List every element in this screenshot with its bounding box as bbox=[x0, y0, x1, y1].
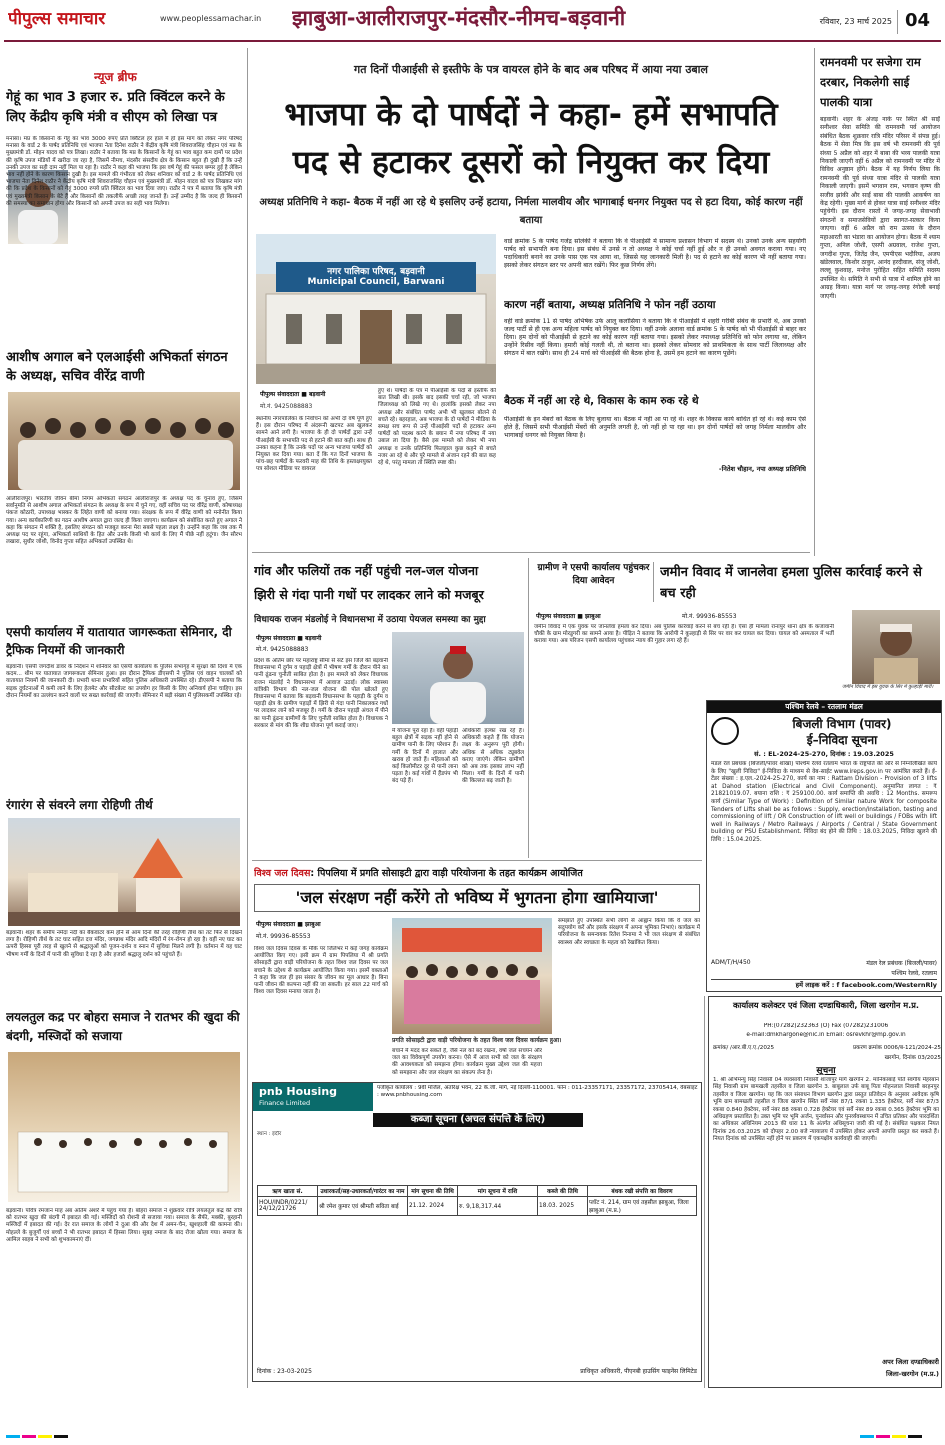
masthead-date: रविवार, 23 मार्च 2025 bbox=[819, 17, 892, 26]
water-mla-photo bbox=[392, 632, 524, 724]
jal-col-1: विश्व जल दिवस दिवस के मौके पर जिलेभर में कई जगह कार्यक्रम आयोजित किए गए। इसी क्रम में ग्राम पिपलिया में श्री प्रगति सोसाइटी द्वारा वाड़ी परियोजना के तहत विश्व जल दिवस पर जल बचाने के उद्देश्य से कार्यक्रम आयोजित किया गया। इसमें वक्ताओं ने कहा कि जल ही इस संसार के जीवन का मूल आधार है। बिना पानी जीवन की कल्पना नहीं की जा सकती। हर साल 22 मार्च को विश्व जल दिवस मनाया जाता है। bbox=[254, 946, 388, 996]
story-rohini-headline: रंगारंग से संवरने लगा रोहिणी तीर्थ bbox=[6, 798, 153, 812]
masthead-region: झाबुआ-आलीराजपुर-मंदसौर-नीमच-बड़वानी bbox=[292, 6, 626, 30]
jal-mobile: मो.नं. 99936-85553 bbox=[256, 933, 311, 940]
pnb-brand: pnb Housing bbox=[259, 1085, 338, 1098]
lead-kicker: गत दिनों पीआईसी से इस्तीफे के पत्र वायरल होने के बाद अब परिषद में आया नया उबाल bbox=[354, 63, 708, 76]
logo-text: पीपुल्स समाचार bbox=[8, 9, 106, 29]
collector-date: खरगोन, दिनांक 03/2025 bbox=[884, 1055, 941, 1061]
lead-sub2-head: कारण नहीं बताया, अध्यक्ष प्रतिनिधि ने फोन नहीं उठाया bbox=[504, 299, 716, 311]
jal-col-2: बचाने में मदद कर सकते हैं, जैसे नल को बंद रखना, वर्षा जल संचयन और जल का विवेकपूर्ण उपयोग करना। ऐसे में आज सभी को जल के संरक्षण की आवश्यकता को समझना होगा। कार्यक्रम मुख्य उद्देश्य जल की महत्ता को समझाना और जल संरक्षण का संकल्प लेना है। bbox=[392, 1048, 542, 1076]
water-story bbox=[252, 558, 526, 858]
divider-lead-bottom bbox=[252, 552, 810, 553]
lead-byline: पीपुल्स संवाददाता ■ बड़वानी bbox=[260, 391, 326, 398]
table-row bbox=[258, 1197, 697, 1216]
lead-headline-2: पद से हटाकर दूसरों को नियुक्त कर दिया bbox=[292, 143, 770, 181]
collector-notice-label: सूचना bbox=[816, 1066, 836, 1075]
railway-signer: मंडल रेल प्रबंधक (बिजली/पावर) bbox=[866, 960, 937, 967]
jal-col-3: समझाते हुए उपस्थित सभी लोगों से आह्वान किया कि वे जल का सदुपयोग करें और इसके संरक्षण में अपना भूमिका निभाएं। कार्यक्रम में परियोजना के समन्वयक रितेश निनामा ने भी जल संरक्षण से संबंधित स्वास्थ्य और स्वच्छता के महत्व को रेखांकित किया। bbox=[558, 918, 700, 946]
water-headline-1: गांव और फलियों तक नहीं पहुंची नल-जल योजना bbox=[254, 563, 479, 578]
registration-bar-left bbox=[6, 1428, 106, 1438]
collector-ref: क्रमांक/ /आर.बी.ए.ए./2025 bbox=[713, 1045, 775, 1051]
pnb-th: मांग सूचना में राशि bbox=[458, 1186, 538, 1197]
sp-mobile: मो.नं. 99936-85553 bbox=[682, 613, 737, 620]
masthead-website[interactable]: www.peoplessamachar.in bbox=[160, 14, 262, 23]
group-photo-icon bbox=[8, 392, 240, 490]
news-brief-label: न्यूज ब्रीफ bbox=[94, 70, 137, 84]
pnb-th: मांग सूचना की तिथि bbox=[408, 1186, 458, 1197]
lead-story bbox=[252, 48, 810, 550]
story-lic-headline: आशीष अगाल बने एलआईसी अभिकर्ता संगठन के अध्यक्ष, सचिव वीरेंद्र वाणी bbox=[6, 350, 228, 384]
railway-ref: सं. : EL-2024-25-270, दिनांक : 19.03.2025 bbox=[754, 750, 894, 758]
divider-right bbox=[814, 48, 815, 556]
pnb-body-place: स्थान : इंदौर bbox=[257, 1131, 282, 1137]
railway-top-bar: पश्चिम रेलवे – रतलाम मंडल bbox=[707, 701, 941, 713]
jal-headline: 'जल संरक्षण नहीं करेंगे तो भविष्य में भुगतना होगा खामियाजा' bbox=[254, 884, 700, 912]
building-icon bbox=[256, 234, 496, 384]
page-number: 04 bbox=[897, 10, 937, 34]
pnb-address: पंजीकृत कार्यालय : 9वीं मंजिल, अंतरिक्ष भवन, 22 के.जी. मार्ग, नई दिल्ली-110001. फोन : 011-23357171, 23357172, 23705414, वेबसाइट : www.pnbhousing.com bbox=[377, 1085, 698, 1099]
story-lic-photo bbox=[8, 392, 240, 490]
jal-byline: पीपुल्स संवाददाता ■ झाबुआ bbox=[256, 921, 321, 928]
sp-body: जमीन विवाद में एक युवक पर जानलेवा हमला कर दिया। अब पुलिस कार्रवाई करने से बच रही है। ऐसा ही मामला रानापुर थाना क्षेत्र के कंजावानी चौकी के ग्राम मोरडूगरी का सामने आया है। पीड़ित ने बताया कि आरोपी ने कुल्हाड़ी से सिर पर वार कर घायल कर दिया। घायल को अस्पताल में भर्ती कराया गया। अब परिजन एसपी कार्यालय पहुंचकर न्याय की गुहार लगा रहे हैं। bbox=[534, 624, 834, 645]
ramnavami-headline: रामनवमी पर सजेगा राम दरबार, निकलेगी साई पालकी यात्रा bbox=[820, 55, 921, 109]
victim-portrait-icon bbox=[852, 610, 940, 684]
jal-group-photo bbox=[392, 918, 552, 1034]
pnb-th: ऋण खाता सं. bbox=[258, 1186, 318, 1197]
railway-body: मंडल रेल प्रबंधक (बिजली/पॉवर शाखा) पश्चिम रेलवे रतलाम भारत के राष्ट्रपति की ओर से निम्नलिखित कार्य के लिए "खुली निविदा" ई-निविदा के माध्यम से वेब-साईट www.ireps.gov.in पर आमंत्रित करते हैं। ई-टेंडर संख्या : इ.एल.-2024-25-270, कार्य का नाम : Rattam Division - Provision of 3 lifts at Dahod station (Electrical and Civil Component). अनुमानित लागत : ₹ 21821019.07. बयाना राशि : ₹ 259100.00. कार्य समाप्ति की अवधि : 12 Months. समरूप कार्य (Similar Type of Work) : Definition of Similar nature Work for composite Tenders of Lifts shall be as follows : Supply, erection/installation, testing and commissioning of lift / OR Construction of lift well or buildings / FOBs with lift well in Railways / Metro Railways / Airports / Central / State Government building or PSU Establishment. निविदा बंद होने की तिथि : 18.03.2025, निविदा खुलने की तिथि : 15.04.2025. bbox=[711, 761, 937, 843]
story-bohra-photo bbox=[8, 1052, 240, 1202]
story-wheat-headline: गेहूं का भाव 3 हजार रु. प्रति क्विंटल करने के लिए केंद्रीय कृषि मंत्री व सीएम को लिखा पत्र bbox=[6, 90, 225, 125]
divider-water bbox=[528, 558, 529, 858]
group-event-icon bbox=[392, 918, 552, 1034]
lead-col-1: स्थानीय नगरपालिका के निर्वाचन को अभी दो वर्ष पूर्ण हुए हैं। इस दौरान परिषद में अंदरूनी खटपट अब खुलकर सामने आने लगी है। भाजपा के ही दो पार्षदों द्वारा उन्हें पीआईसी के सभापति पद से हटाने की बात कही। साथ ही उनका कहना है कि उनके पदों पर अन्य भाजपा पार्षदों को नियुक्त कर दिया गया। बता दें कि गत दिनों भाजपा के पांच-छह पार्षदों के फरवरी माह की तिथि के हस्ताक्षरयुक्त पत्र सोशल मीडिया पर वायरल bbox=[256, 416, 372, 473]
railway-tender-ad bbox=[706, 700, 942, 992]
lead-col-2: हुए थे। पार्षदों के पत्र में पीआईसी के पदों से इस्तीफे की बात लिखी थी। इसके बाद इसकी चर्चा रही, जो भाजपा जिलाध्यक्ष को लिखे गए थे। हालांकि इसको लेकर नपा अध्यक्ष और संबंधित पार्षद अभी भी खुलकर बोलने से बचते रहे। बहरहाल, अब भाजपा के दो पार्षदों ने मीडिया के समक्ष सच रूप से उन्हें पीआईसी पदों से हटाकर अन्य पार्षदों को पदस्थ करने के बयान में नपा परिषद में नया उबाल ला दिया है। बैसे इस मामले को लेकर भी नपा अध्यक्ष व उनके प्रतिनिधि फिलहाल कुछ कहने से बचते नजर आ रहे थे और पूरे मामले से अंजान रहने की बात कह रहे थे, परंतु मामला तो स्थिति स्पष्ट की। bbox=[378, 388, 496, 467]
story-traffic-body: बड़वानी। एसपी जगदीश डावर के निर्देशन में शनिवार को एसपी कार्यालय के पुलिस सभागृह में सुरक्षा की दिशा में एक कदम... थीम पर यातायात जागरूकता सेमिनार हुआ। इस दौरान ट्रैफिक डीएसपी ने पुलिस एवं वाहन चालकों को यातायात नियमों की जानकारी दी। प्रभारी थाना प्रभारियों सहित पुलिस अधिकारी उपस्थित रहे। डीएसपी ने बताया कि सड़क दुर्घटनाओं में कमी लाने के लिए हेलमेट और सीटबेल्ट का उपयोग हर किसी के लिए अनिवार्य होना चाहिए। इस दौरान नियमों का उल्लंघन करने वालों पर सख्त कार्रवाई की जाएगी। सेमिनार में बड़ी संख्या में पुलिसकर्मी उपस्थित रहे। bbox=[6, 664, 242, 699]
story-bohra-headline: लयलतुल कद्र पर बोहरा समाज ने रातभर की खुदा की बंदगी, मस्जिदों को सजाया bbox=[6, 1010, 240, 1043]
railway-logo-icon bbox=[711, 717, 739, 745]
pnb-td: रु. 9,18,317.44 bbox=[458, 1197, 538, 1216]
lead-right-body: वार्ड क्रमांक 5 के पार्षद गजेंद्र सोलंकी ने बताया कि वे पीआईसी में सामान्य प्रशासन विभाग में सदस्य थे। उनको उनके अन्य सहयोगी पार्षद को सभापति बना दिया। इस संबंध में उनसे न तो अध्यक्ष ने कोई चर्चा नहीं हुई और न ही उनको अवगत कराया गया। नए पदाधिकारी बनाने का उनके पास एक पत्र आया था, जिससे यह जानकारी मिली है। पद से हटाने का कोई कारण भी नहीं बताया गया। इसको लेकर संगठन स्तर पर अपनी बात रखेंगे। फिर कुछ निर्णय लेंगे। bbox=[504, 238, 806, 269]
council-sign-hi: नगर पालिका परिषद, बड़वानी bbox=[327, 267, 425, 276]
lead-mobile: मो.नं. 9425088883 bbox=[260, 403, 313, 410]
railway-title: बिजली विभाग (पावर) bbox=[792, 717, 892, 731]
lead-quote-by: -नितेश चौहान, नपा अध्यक्ष प्रतिनिधि bbox=[718, 465, 806, 473]
pnb-brand-sub: Finance Limited bbox=[259, 1099, 311, 1107]
sp-photo-caption: जमीन विवाद में इस युवक के सिर में कुल्हाड़ी मारी। bbox=[842, 684, 934, 690]
mla-portrait-icon bbox=[392, 632, 524, 724]
story-traffic-headline: एसपी कार्यालय में यातायात जागरूकता सेमिनार, दी ट्रैफिक नियमों की जानकारी bbox=[6, 625, 232, 657]
ramnavami-body: बड़वानी। शहर के अंजड़ नाके पर स्थित श्री साईं सनीश्वर सेवा समिति की रामनवमी पर्व आयोजन संबंधित बैठक शुक्रवार रात्रि मंदिर परिसर में संपन्न हुई। बैठक में सेवा मित्र कि इस वर्ष भी रामनवमी की पूर्व संध्या 5 अप्रैल को शहर में बाबा की भव्य पालकी यात्रा निकाली जाएगी वहीं 6 अप्रैल को रामनवमी पर मंदिर में विविध अनुष्ठान होंगे। बैठक में यह निर्णय लिया कि रामनवमी की पूर्व संध्या यात्रा मंदिर से पालकी यात्रा निकाली जाएगी। इसमें भगवान राम, भगवान कृष्ण की सजीव झांकी और साईं बाबा की पालकी आकर्षण का केंद्र रहेगी। मुख्य मार्ग से होकर यात्रा साई सनीश्वर मंदिर पहुंचेगी। इस दौरान रास्तों में जगह-जगह सेवाभावी संगठनों व समाजसेवियों द्वारा स्वागत-सत्कार किया जाएगा। वहीं 6 अप्रैल को राम उत्सव के दौरान महाआरती का भंडारा का आयोजन होगा। बैठक में श्याम गुप्ता, अनिल जोशी, एसपी अग्रवाल, राजेश गुप्ता, जगदीश गुप्ता, जितेंद्र जैन, एमपीएस भदौरिया, अजय खंडेलवाल, किशोर ठाकुर, आनंद हरदीवाल, संजू जोशी, लल्लू कुशवाह, मनोज पुरोहित सहित समिति सदस्य उपस्थित थे। समिति ने सभी से यात्रा में शामिल होने का आग्रह किया। यात्रा मार्ग पर जगह-जगह रंगोली बनाई जाएगी। bbox=[820, 116, 940, 300]
railway-signer-2: पश्चिम रेलवे, रतलाम bbox=[891, 970, 937, 977]
collector-case: प्रकरण क्रमांक 0006/ब-121/2024-25 bbox=[852, 1045, 941, 1051]
sp-victim-photo bbox=[852, 610, 940, 684]
lead-sub2-body: वहीं वार्ड क्रमांक 11 से पार्षद अभिषेक उर्फ आलू कलोसिया ने बताया कि वे पीआईसी में शहरी गरीबी संबंध के प्रभारी थे, अब उनको जल्द पार्टी से ही एक अन्य महिला पार्षद को नियुक्त कर दिया। वहीं उनके अलावा वार्ड क्रमांक 5 के पार्षद को भी पीआईसी से बाहर कर दिया। हम दोनों को पीआईसी से हटाने का कोई कारण नहीं बताया गया। इसको लेकर नपाध्यक्ष प्रतिनिधि को फोन लगाया था, लेकिन उन्होंने रिसीव नहीं किया। हमारी कोई गलती थी, तो बताना था। इसको लेकर सोमवार को प्राथमिकता के साथ पार्टी जिलाध्यक्ष और संगठन में बात रखेंगे। साथ ही 24 मार्च को पीआईसी की बैठक होना है, उसमें हम हटाने का कारण पूछेंगे। bbox=[504, 318, 806, 357]
lead-subhead: अध्यक्ष प्रतिनिधि ने कहा- बैठक में नहीं आ रहे थे इसलिए उन्हें हटाया, निर्मला मालवीय और भागाबाई धनगर नियुक्त पद से हटा दिया, कोई कारण नहीं बताया bbox=[259, 197, 803, 226]
sp-story bbox=[532, 558, 942, 694]
left-column bbox=[4, 48, 244, 1388]
collector-signer-2: जिला-खरगोन (म.प्र.) bbox=[886, 1370, 939, 1378]
collector-email[interactable]: e-mail:dmkhargone@nic.in Email: osrevkhr@mp.gov.in bbox=[746, 1032, 906, 1038]
water-headline-2: झिरी से गंदा पानी गधों पर लादकर लाने को मजबूर bbox=[254, 587, 484, 602]
sp-headline: जमीन विवाद में जानलेवा हमला पुलिस कार्रवाई करने से बच रही bbox=[660, 565, 922, 601]
pnb-td: 18.03. 2025 bbox=[538, 1197, 588, 1216]
water-col-1: प्रदेश के अंतिम छोर पर महाराष्ट्र सीमा से सटे इस जिले की बड़वानी विधानसभा में दुर्गम व पहाड़ी क्षेत्रों में भीषण गर्मी के दौरान पीने का पानी ढूंढना चुनौती साबित होता है। इस मामले को लेकर विधायक राजन मंडलोई ने विधानसभा में आवाज उठाई। लोक स्वास्थ्य यांत्रिकी विभाग की नल-जल योजना की पोल खोलते हुए विधानसभा में बताया कि बड़वानी विधानसभा के पहाड़ी के दुर्गम व पहाड़ी क्षेत्र के ग्रामीण पहाड़ों में झिरी से गंदा पानी निकालकर गधों पर लादकर लाने को मजबूर हैं। गर्मी के दौरान पहाड़ी अंचल में पीने का पानी ढूंढना ग्रामीणों के लिए चुनौती साबित होता है। विधायक ने सरकार से मांग की कि शीघ्र योजना पूर्ण कराई जाए। bbox=[254, 658, 388, 729]
pnb-signer: प्राधिकृत अधिकारी, पीएनबी हाउसिंग फाइनेंस लिमिटेड bbox=[580, 1368, 697, 1375]
divider-left bbox=[247, 48, 248, 1388]
collector-phone: PH:(07282)232363 (O) Fax (07282)231006 bbox=[763, 1023, 889, 1029]
lead-sub3-head: बैठक में नहीं आ रहे थे, विकास के काम रुक रहे थे bbox=[504, 395, 699, 407]
railway-code: ADM/T/H/450 bbox=[711, 959, 751, 966]
collector-body: 1. श्री अभिमन्यु सिंह निवासी 04 व्यवसायी निवासी शाजापुर मार्ग खरगोन 2. मानिकाबाई पति स्वर्गीय मेहरबान सिंह निवासी ग्राम बामखली तहसील व जिला खरगोन 3. बाबूलाल उर्फ बाबू पिता मोहनलाल निवासी बरहनपुर तहसील व जिला खरगोन। यह कि जल संसाधन विभाग खरगोन द्वारा प्रस्तुत प्रतिवेदन के अनुसार आवेदक कृषि भूमि ग्राम बामखली तहसील व जिला खरगोन स्थित सर्वे नंबर 87/1 रकबा 1.335 हेक्टेयर, सर्वे नंबर 87/3 रकबा 0.840 हेक्टेयर, सर्वे नंबर 88 रकबा 0.728 हेक्टेयर एवं सर्वे नंबर 89 रकबा 0.365 हेक्टेयर भूमि का अधिग्रहण प्रस्तावित है। उक्त भूमि पर भूमि अर्जन, पुनर्वासन और पुनर्व्यवस्थापन में उचित प्रतिकर और पारदर्शिता का अधिकार अधिनियम 2013 की धारा 11 के अंतर्गत अधिसूचना जारी की गई है। संबंधित पक्षकार नियत दिनांक 26.03.2025 को दोपहर 2.00 बजे न्यायालय में उपस्थित होकर अपनी आपत्ति प्रस्तुत कर सकते हैं। नियत दिनांक को उपस्थित नहीं होने पर प्रकरण में एकपक्षीय कार्यवाही की जाएगी। bbox=[713, 1077, 939, 1143]
jal-tag-line bbox=[254, 866, 700, 880]
pnb-table-header bbox=[258, 1186, 697, 1197]
pnb-td: HOU/INDR/0221/ 24/12/21726 bbox=[258, 1197, 318, 1216]
story-wheat-body: मनासा। मप्र के किसानों के गेहूं का भाव 3000 रुपए प्रति क्विंटल हर हाल में हो इस मांग को लेकर नगर परिषद मनासा के वार्ड 2 के पार्षद प्रतिनिधि एवं भाजपा नेता दिनेश राठौर ने केंद्रीय कृषि मंत्री शिवराजसिंह चौहान एवं मप्र के मुख्यमंत्री डॉ. मोहन यादव को पत्र लिखा। राठौर ने बताया कि मप्र के किसानों के गेहूं का भाव बहुत कम दामों पर प्रदेश की कृषि उपज मंडियों में खरीदा जा रहा है, जिसमें नीमच, मंदसौर संसदीय क्षेत्र के किसान बहुत ही दुखी हैं कि उन्हें उनकी उपज का सही दाम नहीं मिल पा रहा है। राठौर ने कहा की भाजपा कि इस वर्ष गेहूं की फसल बम्पर हुई है लेकिन भाव नहीं होने के कारण किसान दुखी है। इस मामले की गंभीरता को लेकर शनिवार को वार्ड 2 के पार्षद प्रतिनिधि एवं भाजपा नेता दिनेश राठौर ने केंद्रीय कृषि मंत्री शिवराजसिंह चौहान एवं मुख्यमंत्री डॉ. मोहन यादव को पत्र लिखकर मांग की कि प्रदेश के किसानों को गेहूं 3000 रुपये प्रति क्विंटल का भाव दिया जाए। राठौर ने पत्र में बताया कि कृषि मंत्री एवं मुख्यमंत्री किसान के बेटे हैं और किसानों की तकलीफें अच्छी तरह जानते हैं। उन्हें उम्मीद है कि जल्द ही किसानों की समस्या का समाधान होगा और किसानों को अपनी उपज का सही भाव मिलेगा। bbox=[6, 136, 242, 207]
water-byline: पीपुल्स संवाददाता ■ बड़वानी bbox=[256, 635, 322, 642]
jal-tag: विश्व जल दिवस bbox=[254, 868, 311, 879]
pnb-notice-body bbox=[257, 1131, 697, 1183]
water-mobile: मो.नं. 9425088883 bbox=[256, 646, 309, 653]
council-sign-en: Municipal Council, Barwani bbox=[307, 277, 445, 287]
pnb-date: दिनांक : 23-03-2025 bbox=[257, 1368, 312, 1375]
story-rohini-photo bbox=[8, 818, 240, 926]
jal-tag-rest: : पिपलिया में प्रगति सोसाइटी द्वारा वाड़ी परियोजना के तहत कार्यक्रम आयोजित bbox=[310, 868, 583, 879]
railway-follow-link[interactable]: हमें लाइक करें : f facebook.com/WesternRly bbox=[711, 979, 937, 991]
collector-title: कार्यालय कलेक्टर एवं जिला दण्डाधिकारी, जिला खरगोन म.प्र. bbox=[732, 1000, 920, 1010]
lead-photo-council bbox=[256, 234, 496, 384]
pnb-table bbox=[257, 1185, 697, 1216]
story-bohra-body: बड़वानी। पवित्र रमजान माह अब अंतिम अशरे में पहुंच गया है। बोहरा समाज ने शुक्रवार रात्रि लयलतुल कद्र की रात्रि को रातभर खुदा की बंदगी में इबादत की गई। मस्जिदों को रोशनी से सजाया गया। समाज के सैफी, मक्की, बुरहानी मस्जिदों में इबादत की गई। देर रात समाज के लोगों ने दुआ की और देश में अमन-चैन, खुशहाली की कामना की। मोहल्ले के बुजुर्गों एवं बच्चों ने भी रातभर इबादत में हिस्सा लिया। सुबह नमाज के बाद रोजा खोला गया। समाज के आमिल साहब ने सभी को शुभकामनाएं दीं। bbox=[6, 1208, 242, 1243]
water-subhead: विधायक राजन मंडलोई ने विधानसभा में उठाया पेयजल समस्या का मुद्दा bbox=[254, 615, 486, 625]
pnb-th: कब्जे की तिथि bbox=[538, 1186, 588, 1197]
story-rohini-body: बड़वानी। शहर के समीप नर्मदा नदी का बैकवाटर कम होने से आम दिनों की तरह रोहिणी तीर्थ का तट फिर से दिखने लगा है। रोहिणी तीर्थ के तट घाट सहित दत्त मंदिर, जगन्नाथ मंदिर आदि मंदिरों में रंग-रोगन हो रहा है। वहीं नए घाट का ऊपरी हिस्सा पूरी तरह से खुलने से श्रद्धालुओं को पूजन-दर्शन व स्नान में सुविधा मिलने लगी है। वर्तमान में यह घाट भीषण गर्मी के दिनों में पानी की सुविधा दे रहा है और हजारों श्रद्धालु दर्शन को पहुंचते हैं। bbox=[6, 930, 242, 958]
water-col-3: अधिकारी हल्का रख रहे हैं। अधिकारी कहते हैं कि योजना लक्ष्य के अनुरूप पूरी होगी। अधिक से अधिक ट्यूबवेल कराए जाएंगे। लेकिन ग्रामीणों को अब तक इसका लाभ नहीं मिला। गर्मी के दिनों में पानी की किल्लत बढ़ जाती है। bbox=[462, 728, 524, 785]
water-col-2: में योजना पूरा रहा है। वहीं पहाड़ी बहुल क्षेत्रों में सड़क नहीं होने से ग्रामीण पानी के लिए परेशान हैं। गर्मी के दिनों में हालात और खराब हो जाते हैं। महिलाओं को कई किलोमीटर दूर से पानी लाना पड़ता है। कई गांवों में हैंडपंप भी बंद पड़े हैं। bbox=[392, 728, 458, 785]
pnb-td: प्लॉट नं. 214, ग्राम एवं तहसील झाबुआ, जिला झाबुआ (म.प्र.) bbox=[588, 1197, 697, 1216]
masthead bbox=[0, 0, 945, 42]
ramnavami-story bbox=[818, 52, 942, 552]
pnb-th: बंधक रखी संपत्ति का विवरण bbox=[588, 1186, 697, 1197]
divider-mid bbox=[252, 860, 702, 861]
masthead-logo bbox=[8, 6, 158, 34]
pnb-brand-block bbox=[253, 1083, 373, 1111]
sp-byline: पीपुल्स संवाददाता ■ झाबुआ bbox=[536, 613, 601, 620]
divider-bottom bbox=[704, 996, 705, 1388]
pnb-th: उधारकर्ता/सह-उधारकर्ता/गारंटर का नाम bbox=[318, 1186, 408, 1197]
lead-sub3-body: पीआईसी के इन मेंबरों को बैठक के लिए बुलाया था। बैठक में नहीं आ पा रहे थे। शहर के विकास कार्य बाधित हो रहे थे। कई काम ऐसे होते हैं, जिसमें सभी पीआईसी मेंबरों की अनुमति लगती है, जो नहीं हो पा रहा था। इन दोनों पार्षदों को जगह निर्मला मालवीय और भागाबाई धनगर को नियुक्त किया है। bbox=[504, 416, 806, 439]
mosque-crowd-icon bbox=[8, 1052, 240, 1202]
railway-subtitle: ई–निविदा सूचना bbox=[806, 733, 878, 747]
collector-notice bbox=[708, 996, 942, 1388]
collector-signer: अपर जिला दण्डाधिकारी bbox=[882, 1358, 939, 1366]
jal-photo-caption: प्रगति सोसाइटी द्वारा वाड़ी परियोजना के तहत विश्व जल दिवस कार्यक्रम हुआ। bbox=[392, 1037, 562, 1044]
pnb-notice bbox=[252, 1082, 702, 1382]
registration-bar-right bbox=[860, 1428, 940, 1438]
pnb-notice-title: कब्जा सूचना (अचल संपत्ति के लिए) bbox=[373, 1113, 583, 1127]
masthead-rule bbox=[4, 40, 941, 42]
story-lic-body: आलीराजपुर। भारतीय जीवन बीमा निगम अभिकर्ता संगठन आलीराजपुर के अध्यक्ष पद के चुनाव हुए, जिसमें सर्वानुमति से आशीष अगाल अभिकर्ता संगठन के अध्यक्ष के रूप में चुने गए, वहीं सचिव पद पर वीरेंद्र वाणी, कोषाध्यक्ष पंकज कोठारी, उपाध्यक्ष भास्कर के लिहेत वाणी को बनाया गया। संरक्षक के रूप में वीरेंद्र वाणी को मनोनीत किया गया। अन्य कार्यकारिणी का गठन आशीष अगाल द्वारा जल्द ही किया जाएगा। कार्यक्रम को संबोधित करते हुए अगाल ने कहा कि संगठन में शक्ति है, इसलिए संगठन को मजबूत करना मेरा सबसे पहला लक्ष्य है। उन्होंने कहा कि जब तक मैं अध्यक्ष पद पर रहूंगा, अभिकर्ता साथियों के हित और उनके किसी भी कार्य के लिए मैं पीछे नहीं हटूंगा। जैन सौरभ लखारा, सुधीर जोशी, विनोद गुप्ता सहित अभिकर्ता उपस्थित थे। bbox=[6, 496, 242, 546]
temple-icon bbox=[8, 818, 240, 926]
lead-headline-1: भाजपा के दो पार्षदों ने कहा- हमें सभापति bbox=[284, 95, 778, 133]
pnb-td: श्री रमेश कुमार एवं श्रीमती सविता बाई bbox=[318, 1197, 408, 1216]
sp-kicker: ग्रामीण ने एसपी कार्यालय पहुंचकर दिया आवेदन bbox=[534, 562, 654, 602]
pnb-td: 21.12. 2024 bbox=[408, 1197, 458, 1216]
